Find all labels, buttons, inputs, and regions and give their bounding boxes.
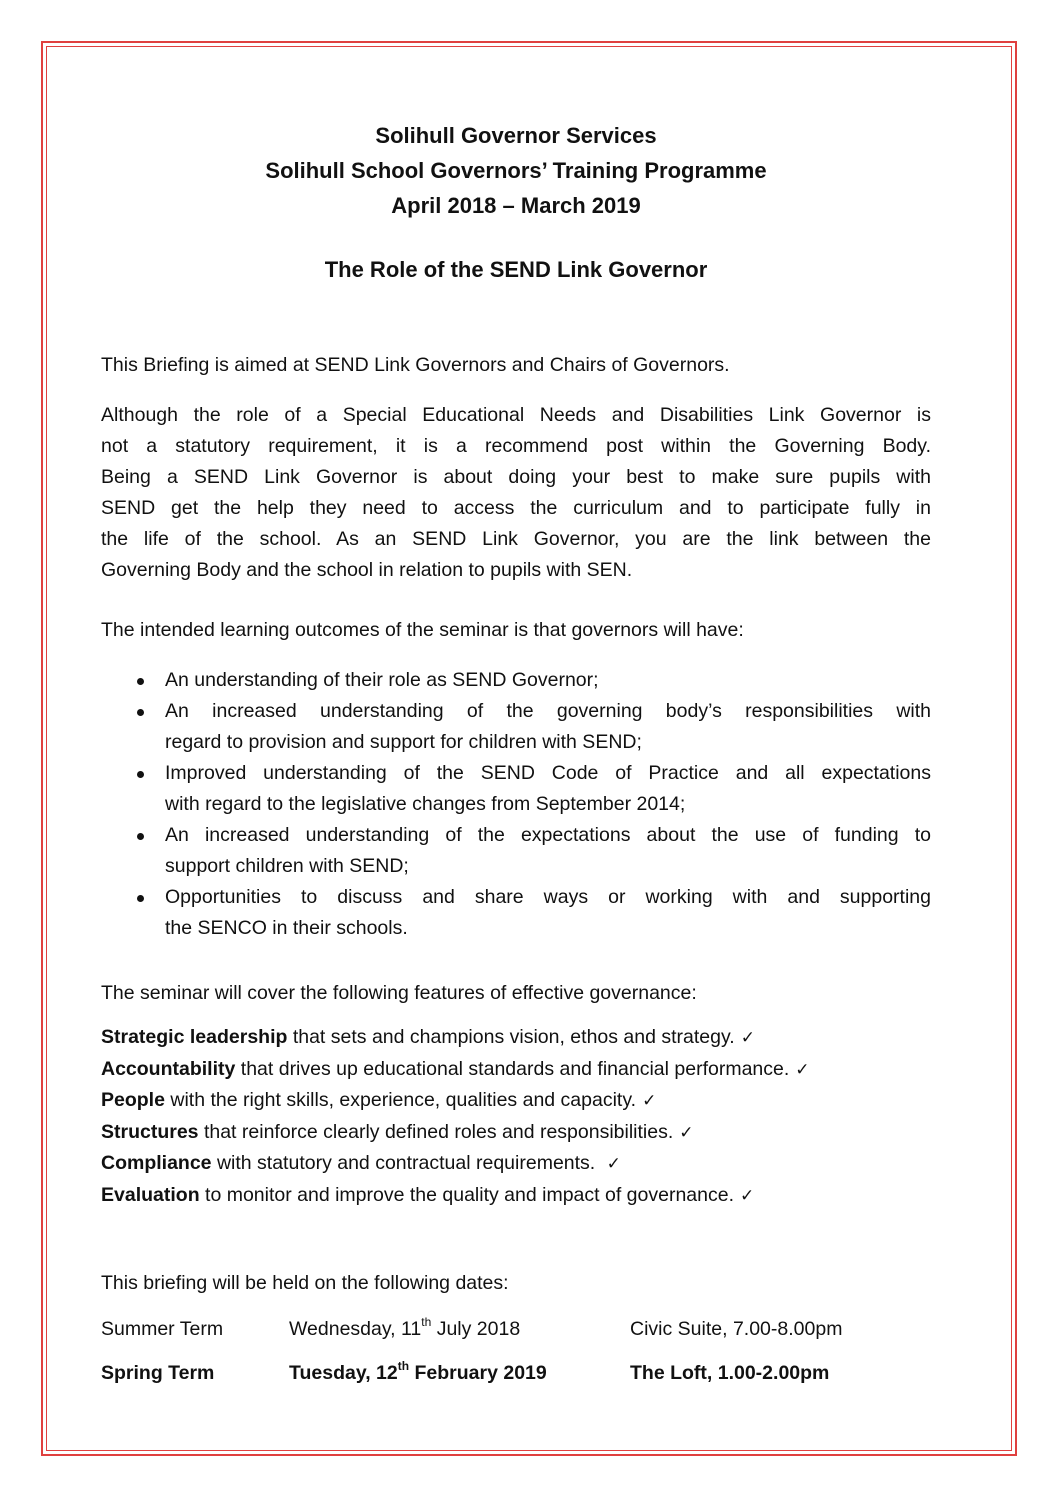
dates-intro: This briefing will be held on the following dates:	[101, 1272, 509, 1294]
role-paragraph-line: SEND get the help they need to access the curriculum and to participate fully in	[101, 497, 931, 519]
list-item-text: An increased understanding of the expectations about the use of funding to	[165, 824, 931, 846]
intro-paragraph: This Briefing is aimed at SEND Link Governors and Chairs of Governors.	[101, 354, 730, 376]
bullet-icon	[137, 678, 144, 685]
header-period: April 2018 – March 2019	[391, 193, 641, 218]
date-ordinal: th	[421, 1315, 432, 1329]
list-item	[101, 758, 931, 820]
feature-text: that sets and champions vision, ethos and strategy.	[287, 1026, 735, 1048]
outcomes-intro: The intended learning outcomes of the seminar is that governors will have:	[101, 619, 744, 641]
role-paragraph-line: Governing Body and the school in relation to pupils with SEN.	[101, 559, 633, 581]
date-day-text: Tuesday, 12	[289, 1362, 398, 1384]
feature-term: Accountability	[101, 1057, 236, 1080]
features-intro: The seminar will cover the following features of effective governance:	[101, 982, 697, 1004]
check-icon: ✓	[679, 1122, 694, 1143]
date-venue: The Loft, 1.00-2.00pm	[630, 1362, 830, 1384]
feature-row	[101, 1022, 931, 1054]
feature-text: to monitor and improve the quality and impact of governance.	[199, 1183, 734, 1206]
feature-text: that reinforce clearly defined roles and responsibilities.	[198, 1120, 674, 1143]
feature-row	[101, 1085, 931, 1117]
date-day	[289, 1359, 547, 1385]
feature-term: Strategic leadership	[101, 1026, 288, 1048]
role-paragraph-line: Being a SEND Link Governor is about doing your best to make sure pupils with	[101, 466, 931, 488]
header-organisation: Solihull Governor Services	[375, 123, 657, 148]
date-ordinal: th	[397, 1359, 410, 1373]
feature-row	[101, 1180, 931, 1212]
list-item-text: Opportunities to discuss and share ways or working with and supporting	[165, 886, 931, 908]
features-list	[101, 1022, 931, 1211]
list-item	[101, 696, 931, 758]
feature-row	[101, 1054, 931, 1086]
role-paragraph-line: the life of the school. As an SEND Link Governor, you are the link between the	[101, 528, 931, 550]
bullet-icon	[137, 833, 144, 840]
bullet-icon	[137, 771, 144, 778]
role-paragraph-line: not a statutory requirement, it is a recommend post within the Governing Body.	[101, 435, 931, 457]
date-term: Summer Term	[101, 1318, 224, 1340]
document-title: The Role of the SEND Link Governor	[324, 257, 708, 282]
bullet-icon	[137, 895, 144, 902]
list-item-text: support children with SEND;	[165, 855, 409, 877]
list-item	[101, 665, 931, 696]
check-icon: ✓	[606, 1154, 621, 1174]
list-item	[101, 820, 931, 882]
list-item-text: regard to provision and support for children with SEND;	[165, 731, 642, 753]
feature-text: with the right skills, experience, qualities and capacity.	[164, 1089, 637, 1111]
date-month-year: February 2019	[409, 1362, 547, 1384]
feature-term: People	[101, 1089, 165, 1111]
list-item-text: with regard to the legislative changes from September 2014;	[165, 793, 686, 815]
list-item-text: Improved understanding of the SEND Code of Practice and all expectations	[165, 762, 931, 784]
date-month-year: July 2018	[431, 1318, 521, 1340]
check-icon: ✓	[740, 1185, 755, 1206]
feature-text: with statutory and contractual requirements.	[211, 1152, 601, 1174]
check-icon: ✓	[740, 1028, 755, 1048]
feature-term: Compliance	[101, 1152, 212, 1174]
list-item	[101, 882, 931, 944]
date-day	[289, 1315, 521, 1341]
bullet-icon	[137, 709, 144, 716]
document-header	[101, 118, 931, 223]
date-venue: Civic Suite, 7.00-8.00pm	[630, 1318, 843, 1340]
list-item-text: the SENCO in their schools.	[165, 917, 408, 939]
feature-text: that drives up educational standards and financial performance.	[235, 1057, 790, 1080]
check-icon: ✓	[795, 1059, 810, 1080]
list-item-text: An understanding of their role as SEND Governor;	[165, 669, 599, 691]
feature-term: Evaluation	[101, 1183, 200, 1206]
date-day-text: Wednesday, 11	[289, 1318, 422, 1340]
date-term: Spring Term	[101, 1362, 215, 1384]
list-item-text: An increased understanding of the governing body’s responsibilities with	[165, 700, 931, 722]
role-paragraph	[101, 400, 931, 586]
feature-term: Structures	[101, 1120, 199, 1143]
feature-row	[101, 1148, 931, 1180]
outcomes-list	[101, 665, 931, 944]
role-paragraph-line: Although the role of a Special Educational Needs and Disabilities Link Governor is	[101, 404, 931, 426]
feature-row	[101, 1117, 931, 1149]
check-icon: ✓	[642, 1091, 657, 1111]
header-programme: Solihull School Governors’ Training Programme	[265, 158, 767, 183]
